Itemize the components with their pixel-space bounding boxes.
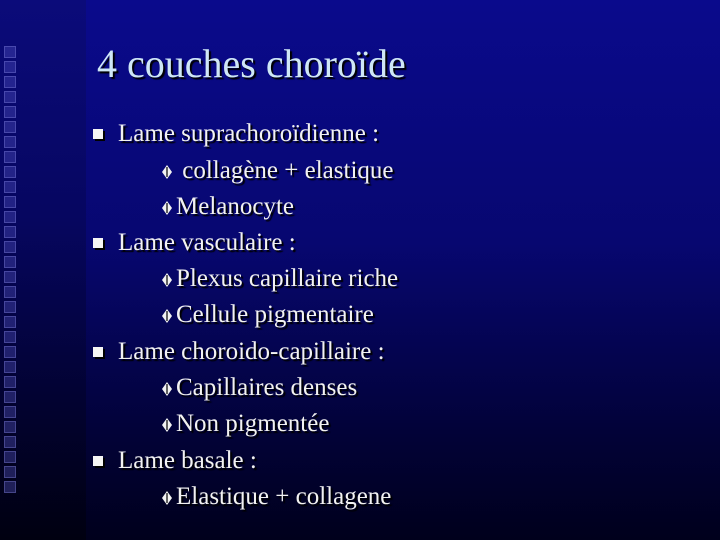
sub-item-label: Elastique + collagene (176, 483, 392, 510)
square-bullet-icon (93, 456, 103, 466)
sub-item (162, 482, 391, 512)
sub-item (162, 192, 294, 222)
bullet-item-label: Lame basale : (118, 447, 257, 474)
sub-item-label: collagène + elastique (176, 157, 394, 184)
square-bullet-icon (93, 347, 103, 357)
left-decorative-strip (0, 0, 86, 540)
diamond-bullet-icon (162, 309, 172, 323)
diamond-bullet-icon (162, 273, 172, 287)
diamond-bullet-icon (162, 382, 172, 396)
diamond-bullet-icon (162, 491, 172, 505)
sub-item (162, 300, 374, 330)
decorative-squares (4, 46, 20, 496)
sub-item-label: Non pigmentée (176, 410, 330, 437)
sub-item-label: Melanocyte (176, 193, 295, 220)
slide-title: 4 couches choroïde (97, 41, 406, 86)
sub-item-label: Capillaires denses (176, 374, 358, 401)
diamond-bullet-icon (162, 418, 172, 432)
sub-item (162, 373, 357, 403)
diamond-bullet-icon (162, 201, 172, 215)
diamond-bullet-icon (162, 165, 172, 179)
bullet-item-label: Lame vasculaire : (118, 229, 296, 256)
sub-item-label: Plexus capillaire riche (176, 265, 399, 292)
square-bullet-icon (93, 129, 103, 139)
sub-item (162, 409, 329, 439)
bullet-item-label: Lame suprachoroïdienne : (118, 120, 380, 147)
sub-item (162, 156, 393, 186)
sub-item-label: Cellule pigmentaire (176, 301, 374, 328)
sub-item (162, 264, 398, 294)
bullet-item-label: Lame choroido-capillaire : (118, 338, 385, 365)
square-bullet-icon (93, 238, 103, 248)
